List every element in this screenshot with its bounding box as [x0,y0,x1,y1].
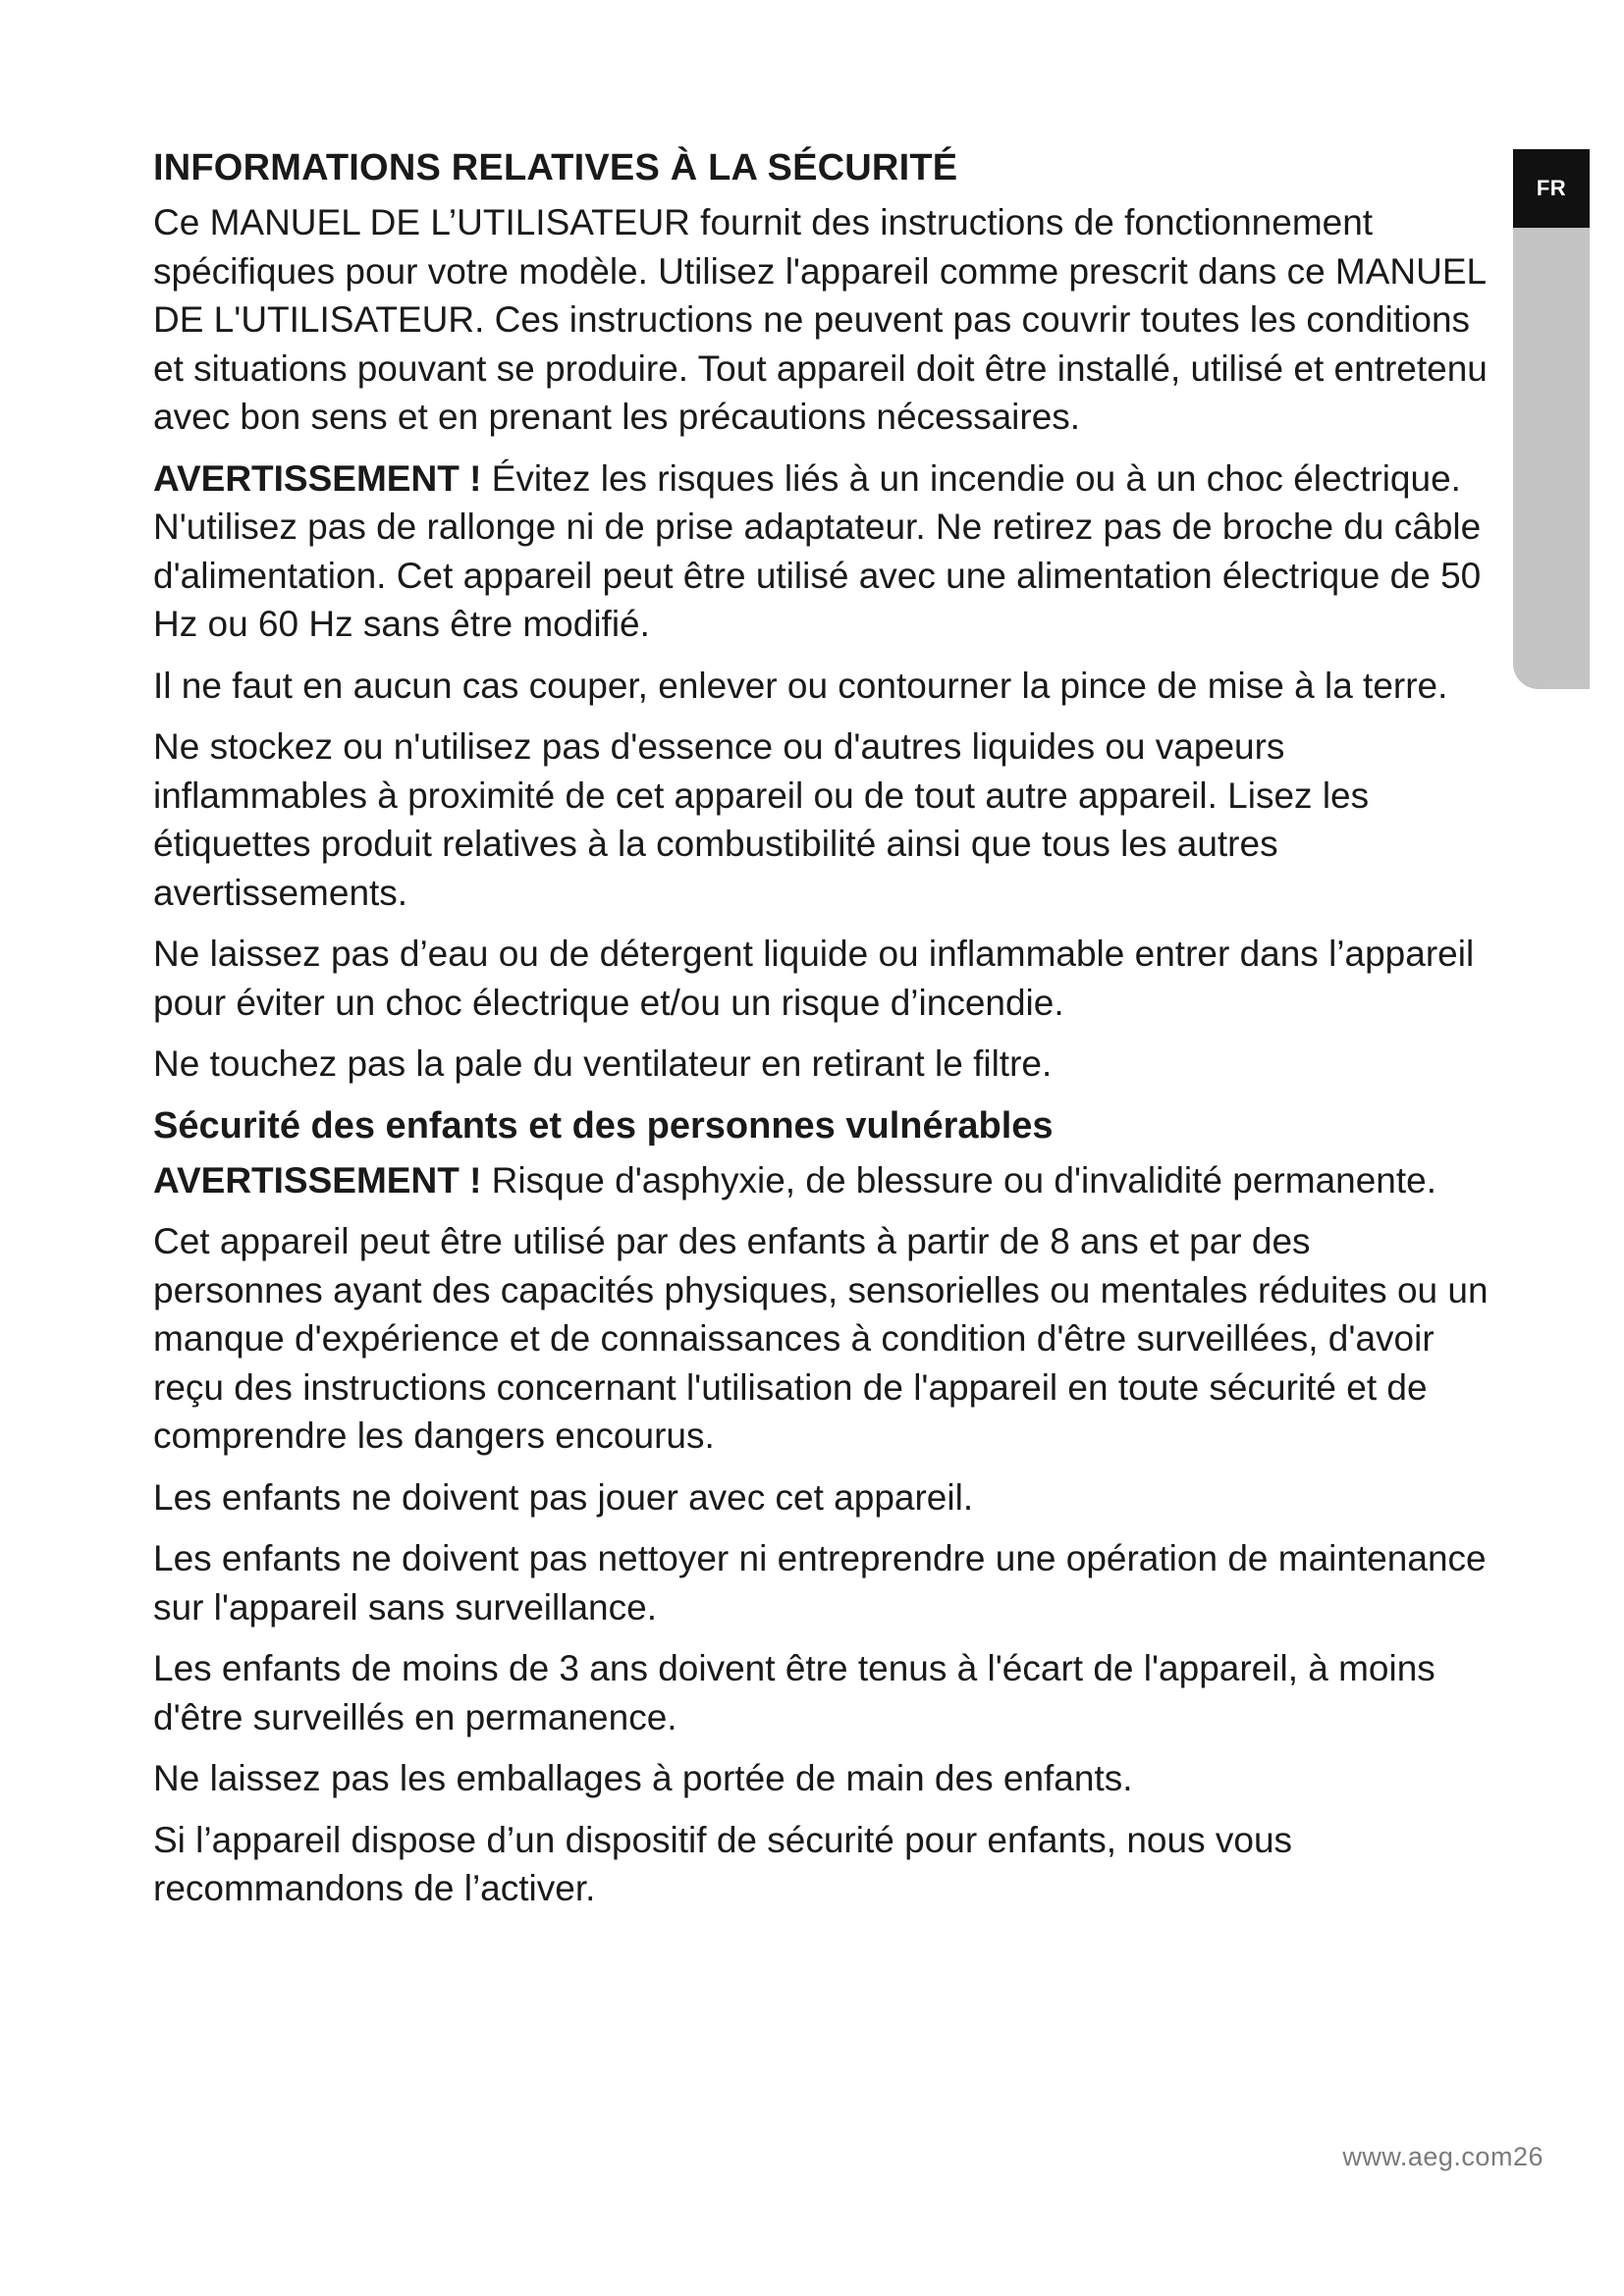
paragraph-ground-clamp: Il ne faut en aucun cas couper, enlever ou contourner la pince de mise à la terre. [153,665,1448,706]
warning-paragraph-asphyxia [153,1156,1489,1205]
paragraph-children-clean: Les enfants ne doivent pas nettoyer ni entreprendre une opération de maintenance sur l'appareil sans surveillance. [153,1538,1487,1628]
warning-text: Évitez les risques liés à un incendie ou à un choc électrique. N'utilisez pas de rallonge ni de prise adaptateur. Ne retirez pas de broche du câble d'alimentation. Cet appareil peut être utilisé avec une alimentation électrique de 50 Hz ou 60 Hz sans être modifié. [153,457,1482,644]
paragraph-packaging: Ne laissez pas les emballages à portée de main des enfants. [153,1758,1133,1798]
warning-label: AVERTISSEMENT ! [153,1159,482,1201]
warning-label: AVERTISSEMENT ! [153,457,482,499]
page-title: INFORMATIONS RELATIVES À LA SÉCURITÉ [153,147,958,188]
page-footer [1342,2142,1543,2172]
language-label: FR [1513,149,1590,228]
paragraph-child-lock: Si l’appareil dispose d’un dispositif de sécurité pour enfants, nous vous recommandons de l’activer. [153,1819,1293,1908]
paragraph-fan-blade: Ne touchez pas la pale du ventilateur en retirant le filtre. [153,1043,1053,1084]
paragraph-children-use: Cet appareil peut être utilisé par des enfants à partir de 8 ans et par des personnes ayant des capacités physiques, sensorielles ou mentales réduites ou un manque d'expérience et de connaissances à condition d'être surveillées, d'avoir reçu des instructions concernant l'utilisation de l'appareil en toute sécurité et de comprendre les dangers encourus. [153,1221,1489,1456]
paragraph-water: Ne laissez pas d’eau ou de détergent liquide ou inflammable entrer dans l’appareil pour éviter un choc électrique et/ou un risque d’incendie. [153,934,1475,1023]
language-tab [1513,149,1590,689]
footer-page-number: 26 [1512,2142,1543,2171]
warning-paragraph-electric [153,454,1489,649]
warning-text: Risque d'asphyxie, de blessure ou d'invalidité permanente. [481,1159,1437,1201]
section-subtitle: Sécurité des enfants et des personnes vulnérables [153,1104,1054,1147]
paragraph-flammable: Ne stockez ou n'utilisez pas d'essence ou d'autres liquides ou vapeurs inflammables à proximité de cet appareil ou de tout autre appareil. Lisez les étiquettes produit relatives à la combustibilité ainsi que tous les autres avertissements. [153,726,1370,913]
paragraph-children-under-3: Les enfants de moins de 3 ans doivent être tenus à l'écart de l'appareil, à moins d'être surveillés en permanence. [153,1648,1435,1737]
intro-paragraph: Ce MANUEL DE L’UTILISATEUR fournit des instructions de fonctionnement spécifiques pour votre modèle. Utilisez l'appareil comme prescrit dans ce MANUEL DE L'UTILISATEUR. Ces instructions ne peuvent pas couvrir toutes les conditions et situations pouvant se produire. Tout appareil doit être installé, utilisé et entretenu avec bon sens et en prenant les précautions nécessaires. [153,202,1488,437]
paragraph-children-play: Les enfants ne doivent pas jouer avec cet appareil. [153,1476,974,1518]
document-body [153,143,1489,1926]
footer-website: www.aeg.com [1342,2142,1513,2171]
